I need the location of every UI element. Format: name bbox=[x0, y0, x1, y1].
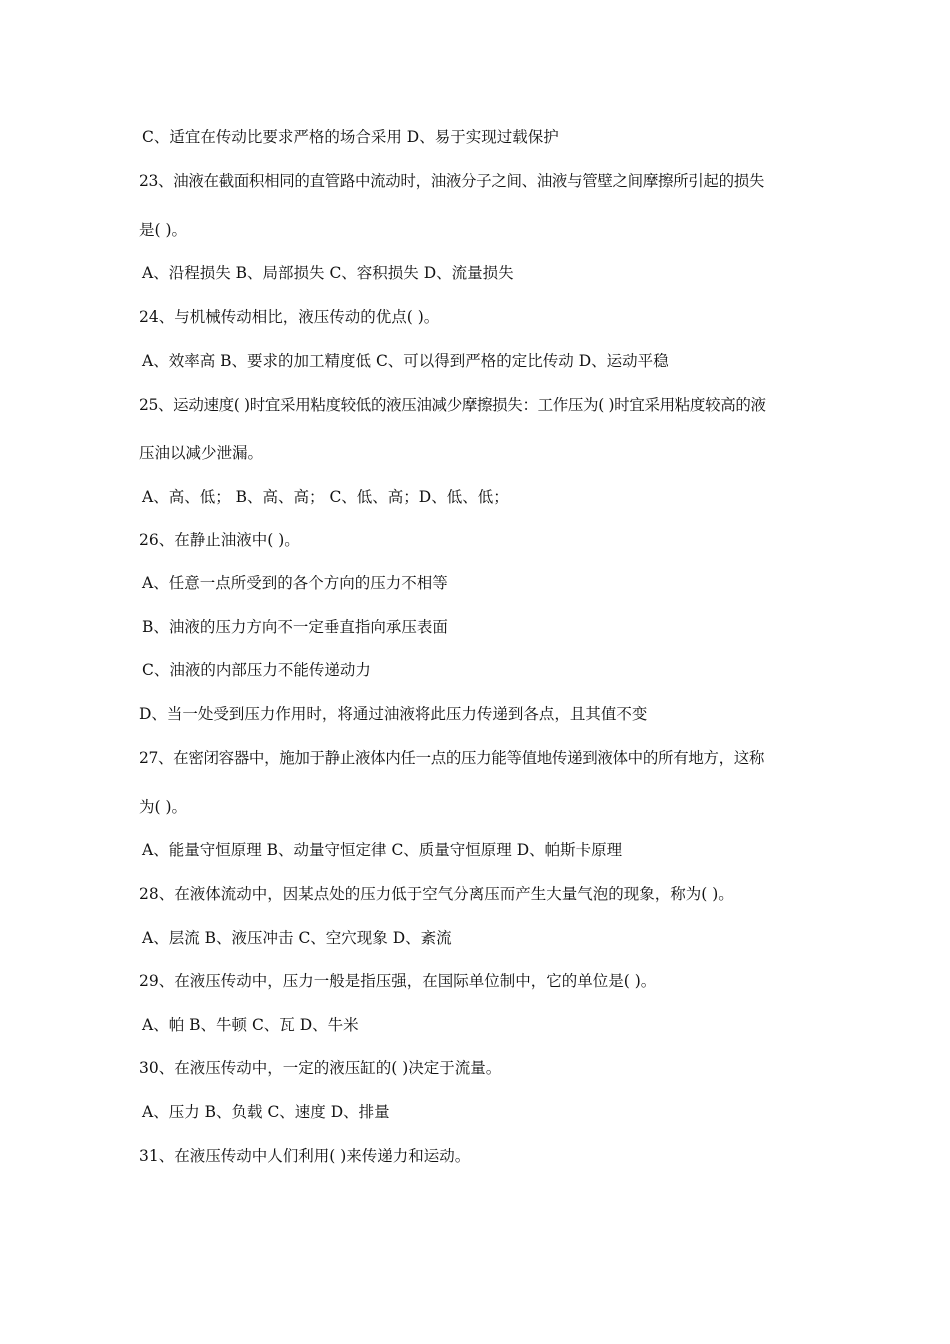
q27-options: A、能量守恒原理 B、动量守恒定律 C、质量守恒原理 D、帕斯卡原理 bbox=[142, 841, 623, 859]
q26-option-c: C、油液的内部压力不能传递动力 bbox=[142, 661, 371, 679]
q22-option-c-d: C、适宜在传动比要求严格的场合采用 D、易于实现过载保护 bbox=[142, 128, 559, 146]
q31-text: 31、在液压传动中人们利用( )来传递力和运动。 bbox=[139, 1147, 471, 1165]
q28-text: 28、在液体流动中，因某点处的压力低于空气分离压而产生大量气泡的现象，称为( )。 bbox=[139, 885, 734, 903]
q26-option-b: B、油液的压力方向不一定垂直指向承压表面 bbox=[142, 618, 448, 636]
q25-text: 25、运动速度( )时宜采用粘度较低的液压油减少摩擦损失：工作压为( )时宜采用粘度较高的液 bbox=[139, 396, 766, 414]
q28-options: A、层流 B、液压冲击 C、空穴现象 D、紊流 bbox=[142, 929, 452, 947]
q23-text: 23、油液在截面积相同的直管路中流动时，油液分子之间、油液与管壁之间摩擦所引起的损失 bbox=[139, 172, 765, 190]
q25-text-cont: 压油以减少泄漏。 bbox=[139, 444, 264, 462]
q23-text-cont: 是( )。 bbox=[139, 221, 188, 239]
q30-options: A、压力 B、负载 C、速度 D、排量 bbox=[142, 1103, 390, 1121]
q24-text: 24、与机械传动相比，液压传动的优点( )。 bbox=[139, 308, 440, 326]
q27-text-cont: 为( )。 bbox=[139, 798, 188, 816]
q30-text: 30、在液压传动中，一定的液压缸的( )决定于流量。 bbox=[139, 1059, 502, 1077]
q27-text: 27、在密闭容器中，施加于静止液体内任一点的压力能等值地传递到液体中的所有地方，这称 bbox=[139, 749, 765, 767]
q29-options: A、帕 B、牛顿 C、瓦 D、牛米 bbox=[142, 1016, 359, 1034]
q26-option-a: A、任意一点所受到的各个方向的压力不相等 bbox=[142, 574, 448, 592]
q26-option-d: D、当一处受到压力作用时，将通过油液将此压力传递到各点，且其值不变 bbox=[139, 705, 648, 723]
q26-text: 26、在静止油液中( )。 bbox=[139, 531, 300, 549]
q23-options: A、沿程损失 B、局部损失 C、容积损失 D、流量损失 bbox=[142, 264, 514, 282]
q29-text: 29、在液压传动中，压力一般是指压强，在国际单位制中，它的单位是( )。 bbox=[139, 972, 657, 990]
q25-options: A、高、低； B、高、高； C、低、高；D、低、低； bbox=[142, 488, 509, 506]
q24-options: A、效率高 B、要求的加工精度低 C、可以得到严格的定比传动 D、运动平稳 bbox=[142, 352, 669, 370]
